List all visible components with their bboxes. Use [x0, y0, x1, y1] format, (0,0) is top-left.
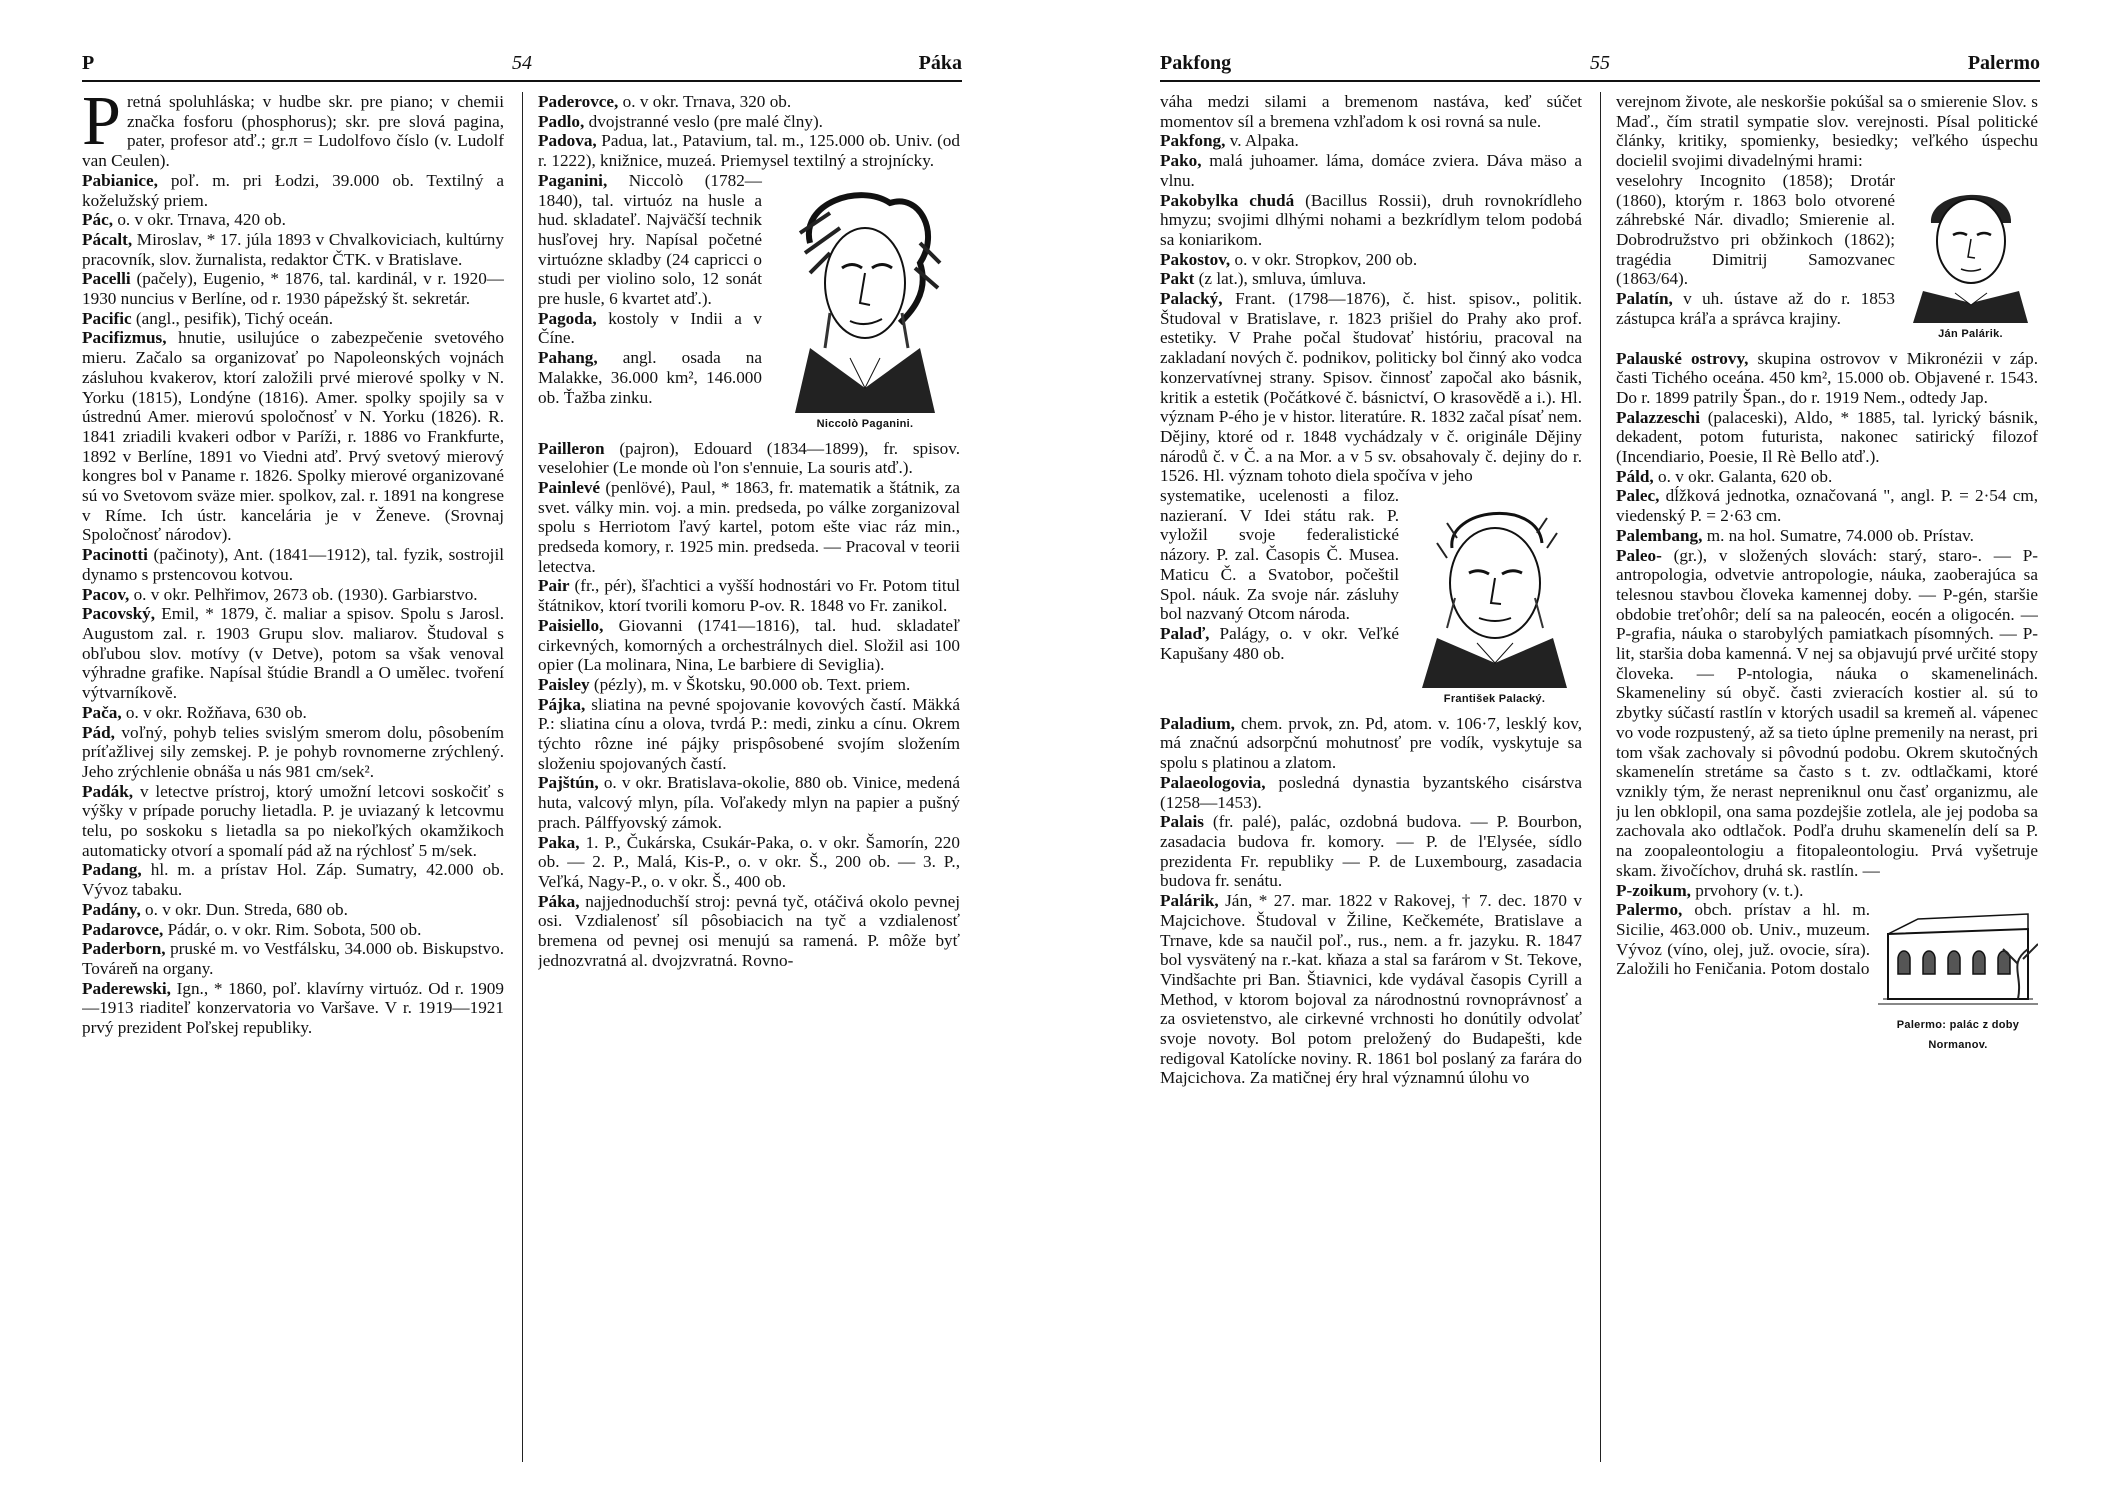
entry-headword: Pájka, [538, 694, 586, 714]
dictionary-entry [82, 900, 504, 920]
dictionary-entry [538, 675, 960, 695]
dictionary-entry [82, 210, 504, 230]
entry-headword: Pacov, [82, 584, 130, 604]
portrait-palarik-image [1903, 173, 2038, 323]
dictionary-entry [82, 723, 504, 782]
entry-text: pruské m. vo Vestfálsku, 34.000 ob. Biskupstvo. Továreň na organy. [82, 939, 504, 978]
entry-headword: Paladium, [1160, 713, 1235, 733]
entry-headword: Paisiello, [538, 615, 604, 635]
entry-text: o. v okr. Dun. Streda, 680 ob. [140, 899, 348, 919]
entry-text: dvojstranné veslo (pre malé člny). [584, 111, 823, 131]
dictionary-entry [538, 695, 960, 774]
entry-headword: Pajštún, [538, 773, 599, 793]
entry-text: sliatina na pevné spojovanie kovových častí. Mäkká P.: sliatina cínu a olova, tvrdá P.: medi, zinku a cínu. Okrem týchto rôzne iné pájky prispôsobené svojím složením složeniu spojovaných častí. [538, 694, 960, 773]
entry-text: posledná dynastia byzantského cisárstva (1258—1453). [1160, 772, 1582, 812]
entry-headword: Padány, [82, 899, 141, 919]
entry-headword: Pacelli [82, 269, 131, 289]
dictionary-entry [1160, 891, 1582, 1088]
column [82, 92, 504, 1462]
entry-headword: Paderewski, [82, 978, 171, 998]
dictionary-entry [1616, 349, 2038, 408]
entry-text: Niccolò (1782—1840), tal. virtuóz na husle a hud. skladateľ. Najväčší technik husľovej hry. Napísal početné virtuózne skladby (24 capricci o studi per violino solo, 12 sonát pre husle, 6 kvartet atď.). [538, 170, 762, 309]
dictionary-entry [82, 604, 504, 703]
entry-headword: Painlevé [538, 477, 601, 497]
dictionary-entry [538, 92, 960, 112]
dictionary-entry [82, 545, 504, 584]
entry-headword: Palaeologovia, [1160, 772, 1266, 792]
entry-text: kostoly v Indii a v Číne. [538, 308, 762, 348]
dictionary-entry [82, 920, 504, 940]
entry-headword: Pacovský, [82, 604, 156, 624]
page-header-left [82, 48, 962, 82]
entry-headword: Pacific [82, 308, 132, 328]
entry-text: retná spoluhláska; v hudbe skr. pre piano; v chemii značka fosforu (phosphorus); skr. pre slová pagina, pater, profesor atď.; gr.π = Ludolfovo číslo (v. Ludolf van Ceulen). [82, 92, 504, 171]
dictionary-entry [82, 703, 504, 723]
entry-headword: Pabianice, [82, 170, 158, 190]
page-number: 55 [1590, 52, 1610, 74]
right-page [1160, 48, 2040, 1468]
portrait-palarik [1903, 173, 2038, 345]
entry-headword: Palacký, [1160, 289, 1223, 309]
column [1616, 92, 2038, 1462]
dictionary-entry [1160, 131, 1582, 151]
entry-text: (pačely), Eugenio, * 1876, tal. kardinál, v r. 1920—1930 nuncius v Berlíne, od r. 1930 pápežský št. sekretár. [82, 269, 504, 309]
entry-text: hnutie, usilujúce o zabezpečenie svetového mieru. Začalo sa organizovať po Napoleonských vojnách zásluhou kvakerov, ktorí založili prvé mierové spolky v N. Yorku (1815), Londýne (1816). Amer. spolky spojily sa v ústrednú Amer. mierovú spoločnosť v N. Yorku (1826). R. 1841 zriadili kvakeri odbor v Paríži, r. 1886 vo Frankfurte, 1892 v Berlíne, 1891 vo Viedni atď. Prvý svetový mierový kongres bol v Paname r. 1826. Spolky mierové organizované sú vo Svetovom sväze mier. spolkov, zal. r. 1891 na kongrese v Ríme. Ich ústr. kancelária je v Ženeve. (Srovnaj Spoločnosť národov). [82, 328, 504, 545]
header-left-guide: Pakfong [1160, 52, 1232, 74]
entry-headword: Palais [1160, 812, 1204, 832]
dictionary-entry [1160, 289, 1582, 486]
entry-text: voľný, pohyb telies svislým smerom dolu, pôsobením príťažlivej sily zemskej. P. je pohyb rovnomerne zrýchlený. Jeho zrýchlenie obnáša u nás 981 cm/sek². [82, 722, 504, 781]
entry-text: (penlövé), Paul, * 1863, fr. matematik a štátnik, za svet. války min. voj. a min. predseda, po válke zorganizoval spolu s Herriotom ľavý kartel, potom ešte viac ráz min., predseda komory, r. 1925 min. predseda. — Pracoval v teorii letectva. [538, 477, 960, 576]
header-right-guide: Páka [918, 52, 962, 74]
column [538, 92, 960, 1462]
dictionary-entry [1160, 92, 1582, 131]
entry-text: (fr. palé), palác, ozdobná budova. — P. Bourbon, zasadacia budova fr. komory. — P. de l'Elysée, sídlo prezidenta Fr. republiky — P. de Luxembourg, zasadacia budova fr. senátu. [1160, 812, 1582, 891]
dictionary-entry [82, 585, 504, 605]
dictionary-entry [82, 230, 504, 269]
caption-palarik: Ján Palárik. [1938, 327, 2003, 340]
entry-headword: Pacinotti [82, 545, 148, 565]
entry-headword: Palec, [1616, 486, 1660, 506]
entry-headword: Paderovce, [538, 92, 619, 111]
dictionary-entry [1160, 151, 1582, 190]
entry-headword: Pakt [1160, 269, 1195, 289]
entry-headword: Pair [538, 576, 570, 596]
entry-text: Giovanni (1741—1816), tal. hud. skladateľ cirkevných, komorných a orchestrálnych diel. Složil asi 100 opier (La molinara, Nina, Le barbiere di Seviglia). [538, 615, 960, 675]
entry-text: malá juhoamer. láma, domáce zviera. Dáva mäso a vlnu. [1160, 151, 1582, 190]
page-number: 54 [512, 52, 532, 74]
entry-headword: Pagoda, [538, 308, 597, 328]
dictionary-entry [82, 171, 504, 210]
entry-text: o. v okr. Pelhřimov, 2673 ob. (1930). Garbiarstvo. [129, 584, 478, 604]
entry-headword: Paisley [538, 674, 590, 694]
entry-text: najjednoduchší stroj: pevná tyč, otáčivá okolo pevnej osi. Vzdialenosť síl pôsobiacich na tyč a vzdialenosť bremena od pevnej osi menujú sa ramená. P. môže byť jednozvratná al. dvojzvratná. Rovno- [538, 891, 960, 970]
entry-text: Palágy, o. v okr. Veľké Kapušany 480 ob. [1160, 623, 1399, 663]
dictionary-entry [82, 782, 504, 861]
caption-palacky: František Palacký. [1443, 693, 1546, 706]
portrait-paganini [770, 173, 960, 435]
dictionary-entry [1616, 92, 2038, 171]
entry-text: chem. prvok, zn. Pd, atom. v. 106·7, lesklý kov, má značnú adsorpčnú mohutnosť pre vodík, vyskytuje sa spolu s platinou a zlatom. [1160, 713, 1582, 773]
column-rule [1600, 92, 1601, 1462]
entry-headword: Pailleron [538, 438, 605, 458]
entry-headword: Palazzeschi [1616, 407, 1700, 427]
dictionary-entry [538, 773, 960, 832]
entry-text: o. v okr. Trnava, 320 ob. [618, 92, 792, 111]
entry-headword: P-zoikum, [1616, 880, 1691, 900]
entry-text: Padua, lat., Patavium, tal. m., 125.000 ob. Univ. (od r. 1222), knižnice, muzeá. Priemysel textilný a strojnícky. [538, 131, 960, 171]
entry-text: (gr.), v složených slovách: starý, staro-. — P-antropologia, odvetvie antropologie, náuka, zaoberajúca sa telesnou stavbou človeka kamennej doby. — P-gén, staršie obdobie treťohôr; delí sa na paleocén, eocén a oligocén. — P-grafia, náuka o starobylých pamiatkach písomných. — P-lit, staršia doba kamenná. V nej sa objavujú prvé určité stopy človeka. — P-ntologia, náuka o skamenelinách. Skameneliny sú obyč. časti zvieracích kostier al. sú to zbytky súčastí rastlín v ktorých usadil sa kremeň al. vápenec vo vode rozpustený, až sa tieto úplne premenily na nerast, pri tom však zachovaly si pôvodnú podobu. Okrem skutočných skamenelín stretáme sa často s t. zv. odtlačkami, ktoré vznikly tým, že nerast nepreniknul onu časť organizmu, ale ju len obklopil, ona sama pozdejšie zotlela, ale jej podoba sa zachovala ako odtlačok. Podľa druhu skamenelín delí sa P. na zoopaleontologiu a fitopaleontologiu. Prvá vyšetruje skam. živočíchov, druhá sk. rastlín. — [1616, 545, 2038, 880]
entry-headword: Pakfong, [1160, 131, 1226, 151]
entry-headword: Pácalt, [82, 229, 133, 249]
entry-text: (pačinoty), Ant. (1841—1912), tal. fyzik, sostrojil dynamo s prstencovou kotvou. [82, 545, 504, 584]
dictionary-entry [82, 939, 504, 978]
entry-headword: Páld, [1616, 466, 1654, 486]
dictionary-entry [1160, 250, 1582, 270]
dictionary-entry [538, 576, 960, 615]
entry-headword: Palauské ostrovy, [1616, 348, 1749, 368]
entry-headword: Pakostov, [1160, 249, 1231, 269]
entry-text: verejnom živote, ale neskoršie pokúšal sa o smierenie Slov. s Maď., čím stratil sympatie slov. verejnosti. Písal politické články, kritiky, spomienky, besiedky; veľkého úspechu docielil svojimi divadelnými hrami: [1616, 92, 2038, 171]
entry-text: systematike, ucelenosti a filoz. nazieraní. V Idei státu rak. P. vyložil svoje federalistické názory. P. zal. Časopis Č. Musea. Maticu Č. a Svatobor, počeštil Spol. náuk. Za svoje nár. zásluhy bol nazvaný Otcom národa. [1160, 486, 1399, 624]
entry-text: (pajron), Edouard (1834—1899), fr. spisov. veselohier (Le monde où l'on s'ennuie, La souris atď.). [538, 438, 960, 478]
dictionary-entry [82, 860, 504, 899]
dictionary-entry [538, 478, 960, 577]
left-page [82, 48, 962, 1468]
caption-paganini: Niccolò Paganini. [816, 417, 914, 430]
entry-text: (pézly), m. v Škotsku, 90.000 ob. Text. priem. [589, 674, 911, 694]
entry-headword: Pako, [1160, 151, 1202, 171]
entry-headword: Pác, [82, 210, 114, 230]
entry-headword: Palermo, [1616, 900, 1683, 920]
entry-text: dĺžková jednotka, označovaná ", angl. P. = 2·54 cm, viedenský P. = 2·63 cm. [1616, 486, 2038, 526]
entry-text: Pádár, o. v okr. Rim. Sobota, 500 ob. [163, 919, 422, 939]
entry-text: o. v okr. Galanta, 620 ob. [1653, 466, 1833, 486]
entry-headword: Paleo- [1616, 545, 1662, 565]
palermo-palace-image [1878, 904, 2038, 1014]
page-header-right [1160, 48, 2040, 82]
dictionary-entry [538, 131, 960, 170]
entry-text: hl. m. a prístav Hol. Záp. Sumatry, 42.000 ob. Vývoz tabaku. [82, 860, 504, 900]
illustration-palermo [1878, 904, 2038, 1055]
dictionary-entry [1160, 269, 1582, 289]
header-right-guide: Palermo [1967, 52, 2040, 74]
dictionary-entry [538, 616, 960, 675]
entry-headword: Padang, [82, 860, 142, 880]
entry-text: poľ. m. pri Łodzi, 39.000 ob. Textilný a koželužský priem. [82, 170, 504, 210]
entry-headword: Paka, [538, 832, 580, 852]
entry-text: v letectve prístroj, ktorý umožní letcovi soskočiť s výšky v prípade poruchy lietadla. P. je uviazaný k letcovmu telu, po soskoku s lietadla sa po niekoľkých okamžikoch automaticky otvorí a spomalí pád až na rýchlosť 5 m/sek. [82, 781, 504, 860]
entry-headword: Palatín, [1616, 289, 1673, 309]
column [1160, 92, 1582, 1462]
header-left-guide: P [82, 52, 95, 74]
entry-headword: Palárik, [1160, 891, 1219, 911]
dictionary-entry [82, 328, 504, 545]
entry-headword: Pacifizmus, [82, 328, 167, 348]
entry-text: (z lat.), smluva, úmluva. [1194, 269, 1367, 289]
entry-headword: Padlo, [538, 111, 585, 131]
entry-text: o. v okr. Stropkov, 200 ob. [1230, 249, 1418, 269]
dictionary-entry [1616, 526, 2038, 546]
entry-text: m. na hol. Sumatre, 74.000 ob. Prístav. [1702, 525, 1974, 545]
dictionary-entry [1160, 773, 1582, 812]
entry-headword: Páka, [538, 891, 580, 911]
entry-headword: Paganini, [538, 170, 608, 190]
entry-text: Emil, * 1879, č. maliar a spisov. Spolu s Jarosl. Augustom zal. r. 1903 Grupu slov. maliarov. Študoval s obľubou slov. motívy (v Detve), potom sa však venoval výhradne grafike. Napísal štúdie Brandl a O umělec. tvoření výtvarníkově. [82, 604, 504, 703]
portrait-palacky [1407, 488, 1582, 710]
entry-headword: Palaď, [1160, 623, 1210, 643]
dictionary-entry [82, 309, 504, 329]
column-rule [522, 92, 523, 1462]
entry-headword: Pád, [82, 722, 115, 742]
entry-text: (Bacillus Rossii), druh rovnokrídleho hmyzu; svojimi dlhými nohami a bezkrídlym telom podobá sa koniarikom. [1160, 190, 1582, 249]
entry-headword: Padarovce, [82, 919, 164, 939]
dictionary-entry [1160, 812, 1582, 891]
entry-text: váha medzi silami a bremenom nastáva, keď súčet momentov síl a bremena vzhľadom k osi rovná sa nule. [1160, 92, 1582, 131]
entry-text: veselohry Incognito (1858); Drotár (1860), ktorým r. 1863 bolo otvorené záhrebské Nár. divadlo; Smierenie al. Dobrodružstvo pri obžinkoch (1862); tragédia Dimitrij Samozvanec (1863/64). [1616, 170, 1895, 289]
entry-text: angl. osada na Malakke, 36.000 km², 146.000 ob. Ťažba zinku. [538, 348, 762, 407]
entry-headword: Padák, [82, 781, 134, 801]
entry-text: prvohory (v. t.). [1690, 880, 1804, 900]
dictionary-entry [1160, 714, 1582, 773]
entry-text: Frant. (1798—1876), č. hist. spisov., politik. Študoval v Bratislave, r. 1823 prišiel do Prahy ako prof. estetiky. V Prahe počal študovať históriu, pracoval na zakladaní nových č. podnikov, politicky bol činný ako vodca konzervatívnej strany. Spisov. činnosť započal ako básnik, kritik a estetik (Počátkové č. básnictví, O krasovědě a i.). Hl. význam P-ého je v histor. literatúre. R. 1832 začal písať nem. Dějiny, ktoré od r. 1848 vychádzaly v č. originále Dějiny národů č. v Č. a na Mor. a v 5 sv. obsahovaly č. dejiny do r. 1526. Hl. význam tohoto diela spočíva v jeho [1160, 289, 1582, 486]
dictionary-entry [1616, 486, 2038, 525]
dictionary-entry [538, 112, 960, 132]
entry-text: (fr., pér), šľachtici a vyšší hodnostári vo Fr. Potom titul štátnikov, ktorí tvorili komoru P-ov. R. 1848 vo Fr. zanikol. [538, 576, 960, 616]
entry-text: Ign., * 1860, poľ. klavírny virtuóz. Od r. 1909—1913 riaditeľ konzervatoria vo Varšave. V r. 1919—1921 prvý prezident Poľskej republiky. [82, 978, 504, 1038]
dictionary-entry [1616, 408, 2038, 467]
dictionary-entry [82, 269, 504, 308]
caption-palermo: Palermo: palác z doby Normanov. [1896, 1019, 2020, 1051]
dictionary-entry [1160, 191, 1582, 250]
entry-headword: Paderborn, [82, 939, 166, 959]
dictionary-entry [538, 439, 960, 478]
dictionary-entry [538, 892, 960, 971]
entry-text: v. Alpaka. [1225, 131, 1299, 151]
entry-text: Miroslav, * 17. júla 1893 v Chvalkoviciach, kultúrny pracovník, slov. žurnalista, redaktor ČTK. v Bratislave. [82, 229, 504, 269]
entry-headword: Pahang, [538, 348, 598, 368]
entry-text: skupina ostrovov v Mikronézii v záp. časti Tichého oceána. 450 km², 15.000 ob. Objavené r. 1543. Do r. 1899 patrily Špan., do r. 1919 Nem., odtedy Jap. [1616, 348, 2038, 407]
drop-cap: P [82, 92, 121, 160]
entry-text: obch. prístav a hl. m. Sicilie, 463.000 ob. Univ., muzeum. Vývoz (víno, olej, juž. ovocie, síra). Založili ho Feničania. Potom dostalo [1616, 900, 1870, 979]
entry-text: 1. P., Čukárska, Csukár-Paka, o. v okr. Šamorín, 220 ob. — 2. P., Malá, Kis-P., o. v okr. Š., 200 ob. — 3. P., Veľká, Nagy-P., o. v okr. Š., 400 ob. [538, 832, 960, 891]
entry-headword: Palembang, [1616, 525, 1703, 545]
dictionary-entry [1616, 881, 2038, 901]
dictionary-entry [1616, 467, 2038, 487]
entry-text: Ján, * 27. mar. 1822 v Rakovej, † 7. dec. 1870 v Majcichove. Študoval v Žiline, Kečkeméte, Bratislave a Trnave, kde sa naučil poľ., rus., nem. a fr. jazyku. R. 1847 bol vysvätený na r.-kat. kňaza a stal sa farárom v St. Tekove, Vindšachte pri Ban. Štiavnici, kde vydával časopis Cyrill a Method, v ktorom bojoval za národnostnú rovnoprávnosť a za osvietenstvo, ale cirkevné vrchnosti ho donútily odvolať svoje novoty. Bol potom preložený do Budapešti, kde redigoval Katolícke noviny. R. 1861 bol poslaný za farára do Majcichova. Za matičnej éry hral významnú úlohu vo [1160, 891, 1582, 1088]
dictionary-entry [82, 979, 504, 1038]
entry-headword: Padova, [538, 131, 597, 151]
entry-headword: Pakobylka chudá [1160, 190, 1295, 210]
entry-text: o. v okr. Rožňava, 630 ob. [121, 702, 307, 722]
entry-text: o. v okr. Bratislava-okolie, 880 ob. Vinice, medená huta, valcový mlyn, píla. Voľakedy mlyn na papier a pušný prach. Pálffyovský zámok. [538, 773, 960, 832]
entry-text: (angl., pesifik), Tichý oceán. [131, 308, 334, 328]
dictionary-entry [82, 92, 504, 171]
dictionary-entry [1616, 546, 2038, 881]
entry-headword: Pača, [82, 702, 122, 722]
portrait-paganini-image [770, 173, 960, 413]
dictionary-entry [538, 833, 960, 892]
entry-text: (palaceski), Aldo, * 1885, tal. lyrický básnik, dekadent, potom futurista, nakonec satirický filozof (Incendiario, Poesie, Il Rè Bello atď.). [1616, 407, 2038, 467]
entry-text: o. v okr. Trnava, 420 ob. [113, 210, 286, 230]
portrait-palacky-image [1407, 488, 1582, 688]
entry-text: v uh. ústave až do r. 1853 zástupca kráľa a správca krajiny. [1616, 289, 1895, 328]
